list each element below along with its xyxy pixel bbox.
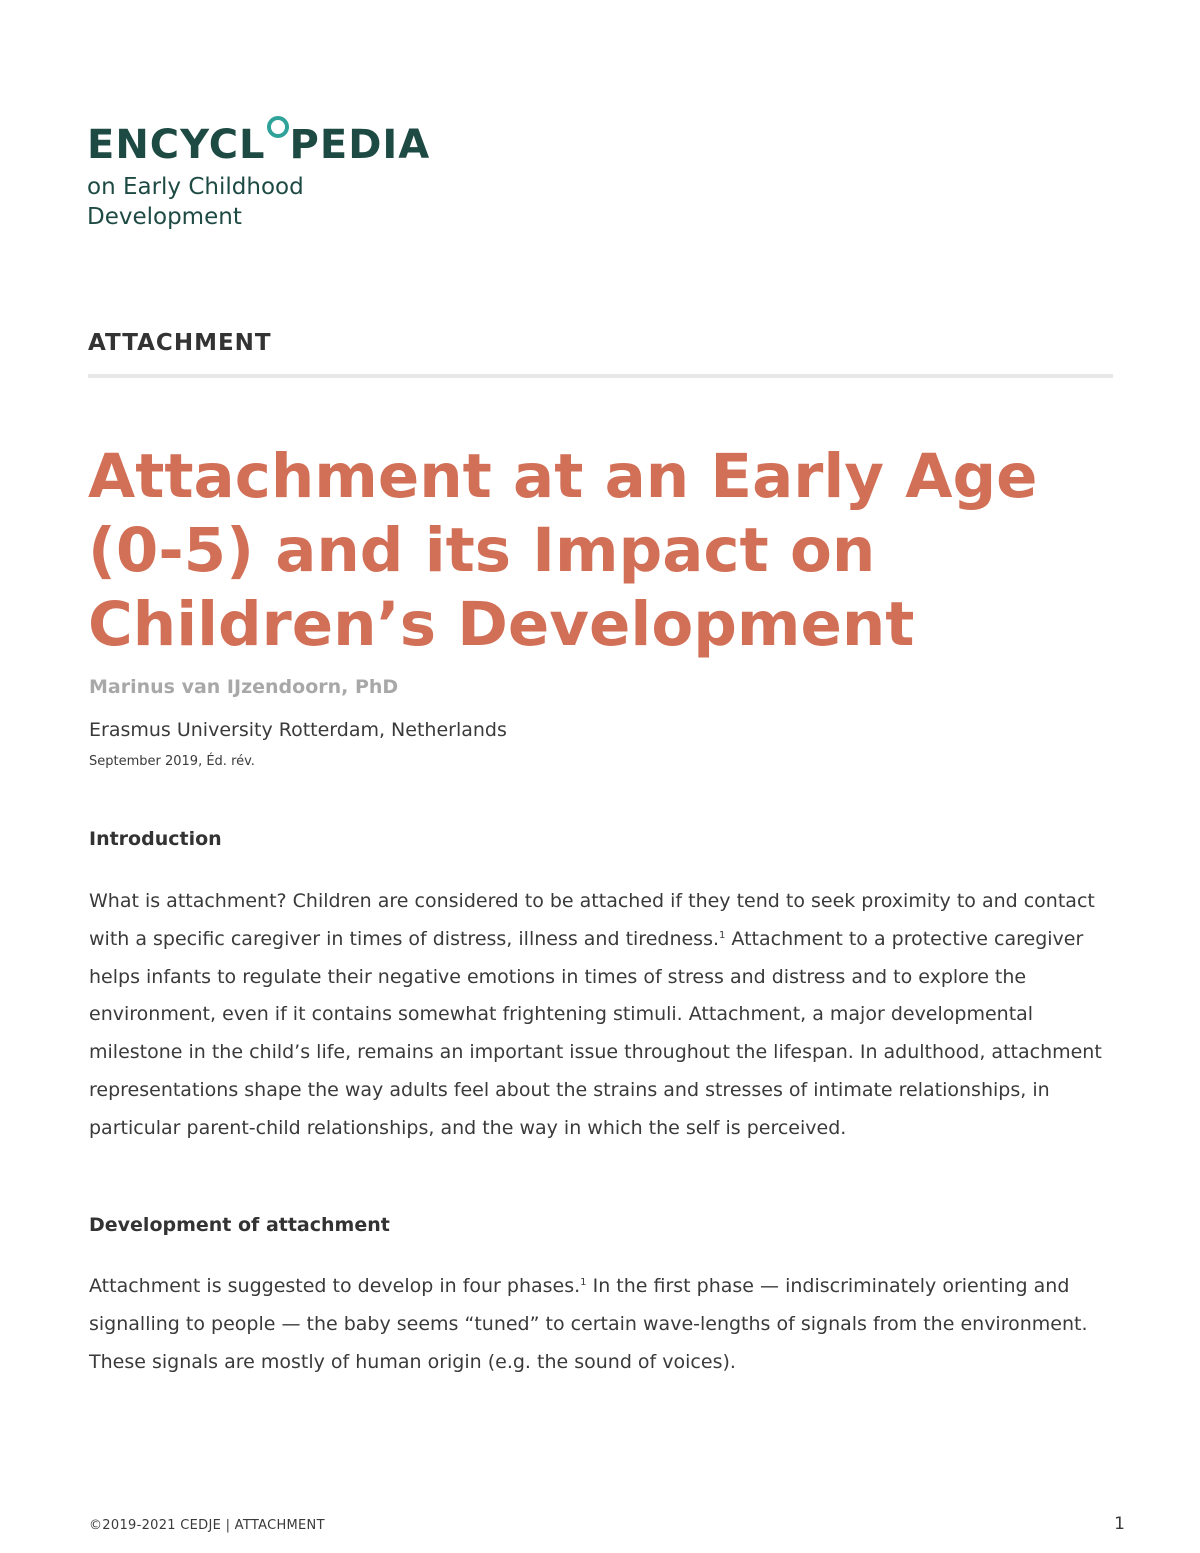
- publication-date: September 2019, Éd. rév.: [89, 754, 255, 769]
- heading-introduction: Introduction: [89, 828, 222, 850]
- footnote-ref[interactable]: 1: [580, 1277, 587, 1288]
- logo-subtitle-line1: on Early Childhood: [87, 174, 304, 200]
- paragraph-text: Attachment to a protective caregiver helps infants to regulate their negative emotions in times of stress and distress and to explore the environment, even if it contains somewhat frightening stimuli. Attachment, a major developmental milestone in the child’s life, remains an important issue throughout the lifespan. In adulthood, attachment representations shape the way adults feel about the strains and stresses of intimate relationships, in particular parent-child relationships, and the way in which the self is perceived.: [89, 927, 1102, 1139]
- heading-development: Development of attachment: [89, 1214, 390, 1236]
- author-name: Marinus van IJzendoorn, PhD: [89, 676, 399, 698]
- paragraph-text: Attachment is suggested to develop in four phases.: [89, 1275, 581, 1297]
- logo-word-end: PEDIA: [289, 122, 431, 168]
- paragraph-development: [89, 1268, 1109, 1381]
- paragraph-text: In the first phase — indiscriminately orienting and signalling to people — the baby seems “tuned” to certain wave-lengths of signals from the environment. These signals are mostly of human origin (e.g. the sound of voices).: [89, 1275, 1088, 1373]
- footnote-ref[interactable]: 1: [719, 929, 726, 941]
- paragraph-introduction: [89, 883, 1109, 1148]
- logo-word-start: ENCYCL: [87, 122, 266, 168]
- encyclopedia-logo: [87, 118, 430, 232]
- author-affiliation: Erasmus University Rotterdam, Netherlands: [89, 719, 507, 741]
- paragraph-text: What is attachment? Children are considered to be attached if they tend to seek proximity to and contact with a specific caregiver in times of distress, illness and tiredness.: [89, 890, 1095, 950]
- footer-copyright: ©2019-2021 CEDJE | ATTACHMENT: [89, 1518, 325, 1533]
- logo-subtitle-line2: Development: [87, 204, 242, 230]
- section-divider: [88, 374, 1113, 378]
- section-label: ATTACHMENT: [88, 330, 272, 356]
- article-title: Attachment at an Early Age (0-5) and its Impact on Children’s Development: [88, 441, 1038, 660]
- page-number: 1: [1114, 1514, 1125, 1534]
- logo-o-ring-icon: [267, 116, 289, 138]
- logo-wordmark: [87, 118, 430, 172]
